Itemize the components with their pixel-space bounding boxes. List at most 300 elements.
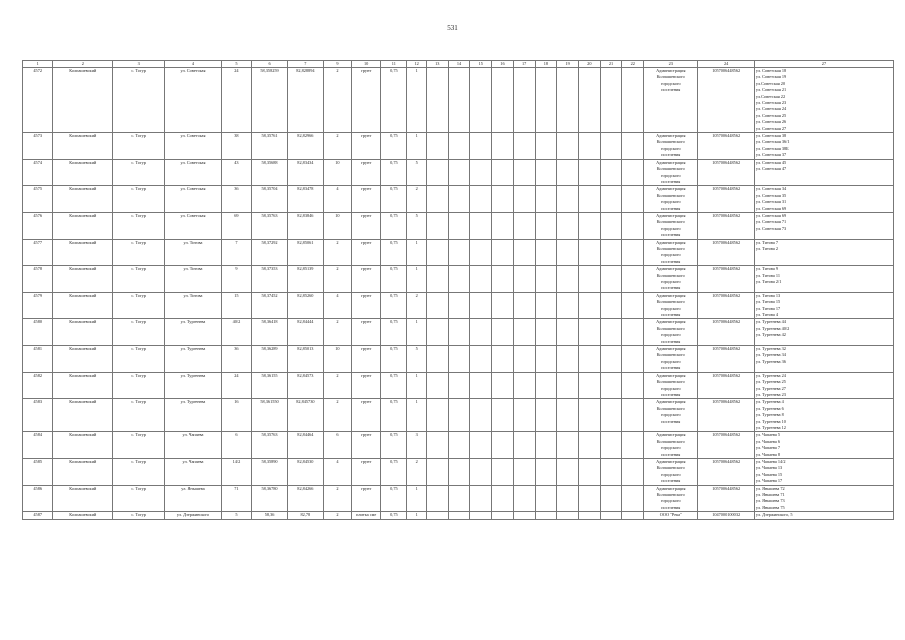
address-line: ул. Тургенева 23 [755,391,786,397]
row-id-cell: 4572 [23,68,53,133]
page-number: 531 [447,24,458,32]
header-cell: 16 [492,61,514,68]
empty-cell [448,186,470,213]
addresses-cell [754,239,893,266]
address-line: ул. Дзержинского, 5 [755,512,793,518]
empty-cell [622,68,644,133]
owner-line: Администрация [656,292,686,298]
district-cell: Колпашевский [53,372,113,399]
ogrn-cell: 1057006448562 [698,485,754,512]
empty-cell [513,292,535,319]
longitude-cell: 82,84464 [287,432,323,459]
latitude-cell: 58,35763 [252,212,288,239]
empty-cell [578,399,600,432]
empty-cell [557,458,579,485]
empty-cell [492,432,514,459]
empty-cell [426,346,448,373]
empty-cell [600,212,622,239]
header-cell: 9 [323,61,351,68]
empty-cell [600,399,622,432]
empty-cell [557,266,579,293]
header-cell: 15 [470,61,492,68]
empty-cell [448,512,470,519]
settlement-cell: с. Тогур [113,186,165,213]
empty-cell [426,239,448,266]
column-12-cell: 1 [407,239,427,266]
settlement-cell: с. Тогур [113,159,165,186]
address-line: ул. Титова 2 [755,245,779,251]
header-cell: 2 [53,61,113,68]
address-line: ул. Советская 34 [755,186,787,192]
empty-cell [622,399,644,432]
ogrn-cell: 1057006448562 [698,239,754,266]
empty-cell [600,266,622,293]
table-row [23,432,894,459]
column-11-cell: 0,75 [381,133,407,160]
longitude-cell: 82,83478 [287,186,323,213]
address-line: ул. Титова 7 [755,239,779,245]
address-line: ул. Тургенева 42 [755,332,786,338]
latitude-cell: 58,35761 [252,133,288,160]
empty-cell [622,159,644,186]
empty-cell [492,458,514,485]
address-line: ул. Советская 25 [755,112,787,118]
column-12-cell: 1 [407,399,427,432]
owner-line: Колпашевского [656,139,685,145]
empty-cell [470,432,492,459]
longitude-cell: 82,84530 [287,458,323,485]
empty-cell [622,133,644,160]
owner-line: городского [660,445,681,451]
empty-cell [622,346,644,373]
addresses-cell [754,159,893,186]
column-11-cell: 0,75 [381,266,407,293]
empty-cell [426,512,448,519]
column-11-cell: 0,75 [381,372,407,399]
header-cell: 14 [448,61,470,68]
owner-line: городского [660,145,681,151]
owner-line: Администрация [656,186,686,192]
empty-cell [513,458,535,485]
surface-type-cell: грунт [352,68,381,133]
empty-cell [578,372,600,399]
ogrn-cell: 1047000100032 [698,512,754,519]
addresses-cell [754,485,893,512]
owner-line: Администрация [656,458,686,464]
empty-cell [513,346,535,373]
empty-cell [557,186,579,213]
owner-line: поселения [661,152,681,158]
column-9-cell: 2 [323,133,351,160]
row-id-cell: 4573 [23,133,53,160]
column-12-cell: 1 [407,266,427,293]
column-11-cell: 0,75 [381,432,407,459]
column-12-cell: 5 [407,212,427,239]
district-cell: Колпашевский [53,68,113,133]
empty-cell [557,292,579,319]
street-cell: ул. Советская [165,212,221,239]
header-row [23,61,894,68]
surface-type-cell: грунт [352,186,381,213]
table-row [23,372,894,399]
empty-cell [535,212,557,239]
house-number-cell: 16 [221,399,251,432]
column-11-cell: 0,75 [381,346,407,373]
house-number-cell: 9 [221,266,251,293]
empty-cell [448,212,470,239]
empty-cell [578,186,600,213]
owner-cell [644,239,698,266]
settlement-cell: с. Тогур [113,239,165,266]
empty-cell [600,458,622,485]
owner-line: поселения [661,232,681,238]
empty-cell [600,159,622,186]
address-line: ул. Чапаева 6 [755,438,781,444]
owner-line: поселения [661,451,681,457]
address-line: ул. Тургенева 25 [755,379,786,385]
owner-line: поселения [661,178,681,184]
table-row [23,346,894,373]
empty-cell [622,372,644,399]
header-cell: 24 [698,61,754,68]
empty-cell [557,372,579,399]
owner-cell [644,372,698,399]
house-number-cell: 24 [221,68,251,133]
address-line: ул. Советская 37 [755,152,787,158]
empty-cell [492,512,514,519]
longitude-cell: 82,84444 [287,319,323,346]
empty-cell [535,399,557,432]
empty-cell [470,346,492,373]
latitude-cell: 58,36418 [252,319,288,346]
ogrn-cell: 1057006448562 [698,346,754,373]
street-cell: ул. Тургенева [165,399,221,432]
address-line: ул. Советская 27 [755,125,787,131]
empty-cell [513,212,535,239]
owner-line: поселения [661,391,681,397]
empty-cell [470,372,492,399]
settlement-cell: с. Тогур [113,399,165,432]
surface-type-cell: грунт [352,372,381,399]
empty-cell [426,319,448,346]
column-11-cell: 0,75 [381,485,407,512]
address-line: ул. Тургенева 44 [755,319,786,325]
ogrn-cell: 1057006448562 [698,159,754,186]
table-row [23,485,894,512]
owner-line: городского [660,199,681,205]
empty-cell [578,432,600,459]
empty-cell [578,159,600,186]
owner-line: Колпашевского [656,325,685,331]
owner-line: Колпашевского [656,219,685,225]
address-line: ул. Титова 2/1 [755,279,782,284]
address-line: ул. Титова 15 [755,299,781,305]
address-line: ул. Тургенева 8 [755,412,784,418]
column-9-cell: 2 [323,485,351,512]
address-line: ул. Чапаева 13 [755,465,783,471]
empty-cell [535,68,557,133]
column-9-cell: 2 [323,372,351,399]
owner-cell [644,292,698,319]
column-9-cell: 4 [323,458,351,485]
owner-line: Администрация [656,68,686,73]
address-line: ул. Титова 11 [755,272,781,278]
empty-cell [470,319,492,346]
district-cell: Колпашевский [53,485,113,512]
district-cell: Колпашевский [53,133,113,160]
column-11-cell: 0,75 [381,319,407,346]
header-cell: 27 [754,61,893,68]
street-cell: ул. Титова [165,266,221,293]
house-number-cell: 24 [221,372,251,399]
empty-cell [557,432,579,459]
empty-cell [513,319,535,346]
longitude-cell: 82,845730 [287,399,323,432]
empty-cell [470,512,492,519]
column-9-cell: 6 [323,432,351,459]
address-line: ул. Тургенева 6 [755,405,784,411]
table-row [23,68,894,133]
addresses-cell [754,133,893,160]
empty-cell [492,319,514,346]
owner-line: Колпашевского [656,192,685,198]
empty-cell [578,68,600,133]
surface-type-cell: грунт [352,266,381,293]
empty-cell [557,68,579,133]
empty-cell [578,346,600,373]
empty-cell [557,212,579,239]
empty-cell [448,68,470,133]
ogrn-cell: 1057006448562 [698,399,754,432]
empty-cell [470,68,492,133]
owner-cell [644,266,698,293]
addresses-cell [754,346,893,373]
header-cell: 7 [287,61,323,68]
column-12-cell: 1 [407,372,427,399]
address-line: ул. Советская 24 [755,106,787,112]
owner-line: поселения [661,504,681,510]
empty-cell [426,372,448,399]
empty-cell [492,399,514,432]
empty-cell [535,432,557,459]
surface-type-cell: плитка сме [352,512,381,519]
empty-cell [448,239,470,266]
owner-line: поселения [661,285,681,291]
empty-cell [448,432,470,459]
latitude-cell: 58,36 [252,512,288,519]
empty-cell [448,266,470,293]
empty-cell [513,159,535,186]
empty-cell [557,319,579,346]
table-row [23,266,894,293]
latitude-cell: 58,36780 [252,485,288,512]
empty-cell [426,186,448,213]
header-cell: 22 [622,61,644,68]
column-9-cell: 2 [323,239,351,266]
row-id-cell: 4587 [23,512,53,519]
table-row [23,292,894,319]
address-line: ул. Советская 35 [755,192,787,198]
district-cell: Колпашевский [53,512,113,519]
owner-line: городского [660,385,681,391]
column-12-cell: 2 [407,292,427,319]
address-line: ул. Янышева 73 [755,498,785,504]
row-id-cell: 4577 [23,239,53,266]
empty-cell [600,432,622,459]
empty-cell [600,133,622,160]
owner-line: Колпашевского [656,465,685,471]
register-body [23,61,894,520]
table-row [23,239,894,266]
addresses-cell [754,432,893,459]
address-line: ул.Советская 22 [755,93,786,99]
address-line: ул. Тургенева 40/2 [755,325,790,331]
empty-cell [622,266,644,293]
empty-cell [513,485,535,512]
address-line: ул. Советская 38 [755,133,787,139]
empty-cell [535,346,557,373]
empty-cell [600,346,622,373]
empty-cell [448,458,470,485]
addresses-cell [754,372,893,399]
address-line: ул. Тургенева 34 [755,352,786,358]
owner-line: Колпашевского [656,299,685,305]
house-number-cell: 38 [221,133,251,160]
row-id-cell: 4580 [23,319,53,346]
district-cell: Колпашевский [53,186,113,213]
empty-cell [622,485,644,512]
longitude-cell: 82,78 [287,512,323,519]
ogrn-cell: 1057006448562 [698,319,754,346]
header-cell: 19 [557,61,579,68]
owner-line: поселения [661,478,681,484]
owner-line: поселения [661,312,681,318]
owner-line: Колпашевского [656,74,685,80]
column-9-cell: 10 [323,159,351,186]
address-line: ул. Советская 18 [755,68,787,73]
street-cell: ул. Чапаева [165,432,221,459]
owner-line: Администрация [656,212,686,218]
surface-type-cell: грунт [352,133,381,160]
column-12-cell: 3 [407,432,427,459]
empty-cell [448,399,470,432]
address-line: ул. Советская 21 [755,87,787,93]
surface-type-cell: грунт [352,485,381,512]
longitude-cell: 82,83434 [287,159,323,186]
owner-cell [644,159,698,186]
ogrn-cell: 1057006448562 [698,212,754,239]
empty-cell [513,239,535,266]
empty-cell [578,458,600,485]
ogrn-cell: 1057006448562 [698,68,754,133]
empty-cell [578,319,600,346]
owner-line: Колпашевского [656,245,685,251]
longitude-cell: 82,85260 [287,292,323,319]
empty-cell [492,372,514,399]
street-cell: ул. Советская [165,133,221,160]
empty-cell [535,186,557,213]
address-line: ул. Тургенева 10 [755,418,786,424]
ogrn-cell: 1057006448562 [698,432,754,459]
owner-line: городского [660,358,681,364]
empty-cell [578,133,600,160]
owner-line: Колпашевского [656,405,685,411]
row-id-cell: 4583 [23,399,53,432]
table-row [23,399,894,432]
ogrn-cell: 1057006448562 [698,186,754,213]
empty-cell [600,485,622,512]
address-line: ул. Тургенева 27 [755,385,786,391]
owner-cell [644,458,698,485]
empty-cell [426,68,448,133]
empty-cell [426,485,448,512]
empty-cell [557,512,579,519]
empty-cell [492,159,514,186]
district-cell: Колпашевский [53,239,113,266]
column-11-cell: 0,75 [381,399,407,432]
owner-line: поселения [661,205,681,211]
latitude-cell: 58,37292 [252,239,288,266]
empty-cell [513,68,535,133]
address-line: ул. Советская 71 [755,219,787,225]
latitude-cell: 58,361550 [252,399,288,432]
column-11-cell: 0,75 [381,212,407,239]
settlement-cell: с. Тогур [113,458,165,485]
address-line: ул. Тургенева 36 [755,358,786,364]
empty-cell [578,266,600,293]
header-cell: 1 [23,61,53,68]
surface-type-cell: грунт [352,432,381,459]
column-11-cell: 0,75 [381,186,407,213]
row-id-cell: 4582 [23,372,53,399]
owner-line: Колпашевского [656,438,685,444]
header-cell: 12 [407,61,427,68]
empty-cell [622,432,644,459]
settlement-cell: с. Тогур [113,512,165,519]
house-number-cell: 5 [221,512,251,519]
address-line: ул. Советская 45 [755,159,787,165]
column-12-cell: 1 [407,68,427,133]
empty-cell [600,68,622,133]
empty-cell [426,292,448,319]
empty-cell [600,292,622,319]
house-number-cell: 43 [221,159,251,186]
empty-cell [426,432,448,459]
street-cell: ул. Тургенева [165,346,221,373]
owner-line: Администрация [656,432,686,438]
settlement-cell: с. Тогур [113,212,165,239]
empty-cell [448,292,470,319]
address-line: ул. Тургенева 24 [755,372,786,378]
settlement-cell: с. Тогур [113,432,165,459]
street-cell: ул. Тургенева [165,319,221,346]
empty-cell [578,292,600,319]
empty-cell [470,399,492,432]
empty-cell [426,133,448,160]
settlement-cell: с. Тогур [113,485,165,512]
settlement-cell: с. Тогур [113,133,165,160]
house-number-cell: 69 [221,212,251,239]
empty-cell [448,485,470,512]
house-number-cell: 7 [221,239,251,266]
latitude-cell: 58,35688 [252,159,288,186]
owner-line: городского [660,252,681,258]
header-cell: 5 [221,61,251,68]
address-line: ул. Чапаева 7 [755,445,781,451]
house-number-cell: 15 [221,292,251,319]
row-id-cell: 4586 [23,485,53,512]
owner-line: Администрация [656,346,686,352]
